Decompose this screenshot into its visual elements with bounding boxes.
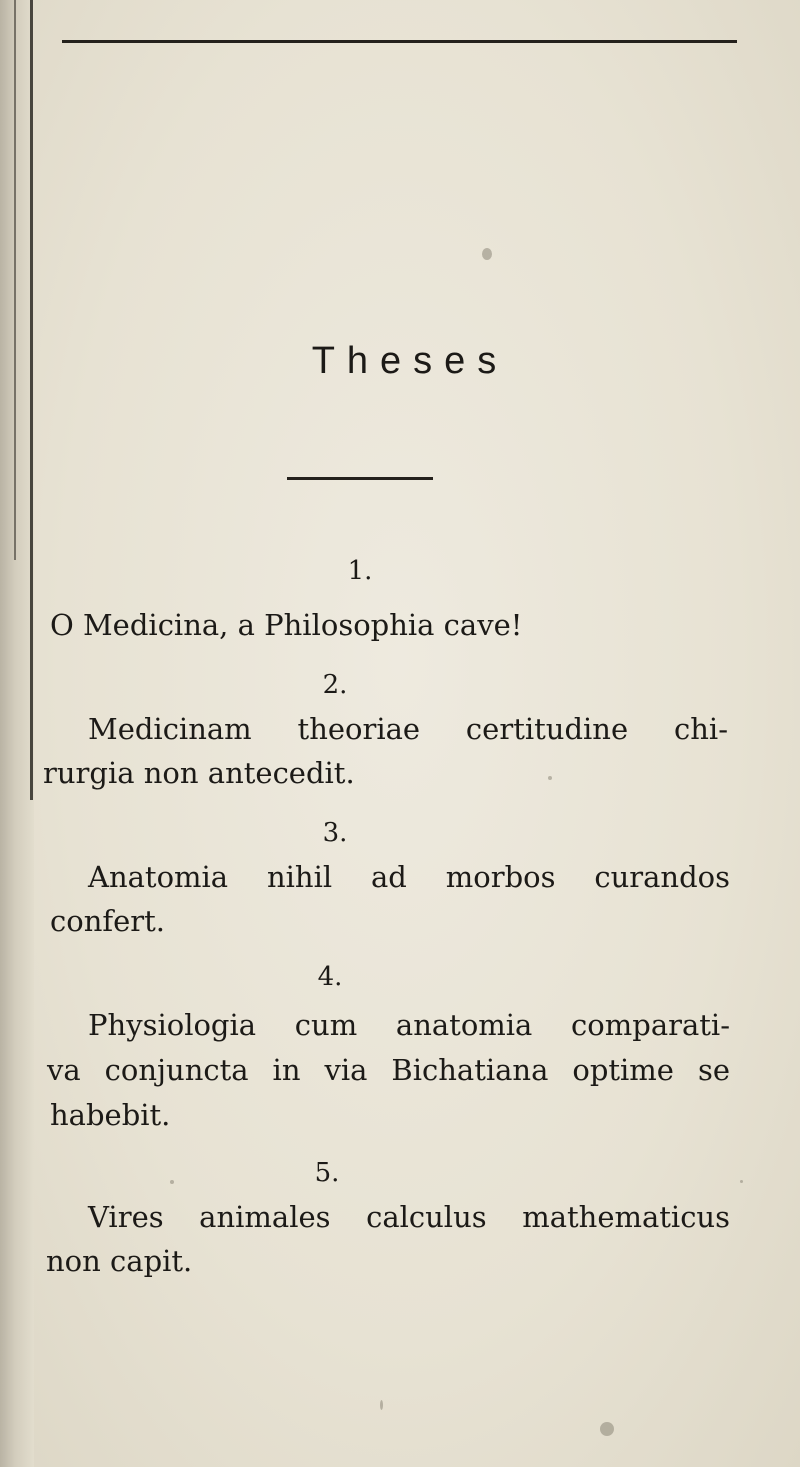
thesis-2-number: 2. — [322, 670, 348, 700]
paper-speck — [740, 1180, 743, 1183]
thesis-4-number: 4. — [317, 962, 343, 992]
thesis-5-line-1: Vires animales calculus mathematicus — [88, 1200, 730, 1234]
paper-speck — [482, 248, 492, 260]
thesis-3-line-2: confert. — [50, 904, 166, 938]
thesis-2-line-2: rurgia non antecedit. — [43, 756, 355, 790]
paper-speck — [380, 1400, 383, 1410]
paper-speck — [600, 1422, 614, 1436]
thesis-4-line-1: Physiologia cum anatomia comparati- — [88, 1008, 730, 1042]
page-title: Theses — [311, 340, 509, 382]
thesis-2-line-1: Medicinam theoriae certitudine chi- — [88, 712, 728, 746]
binding-gutter — [0, 0, 34, 1467]
paper-speck — [548, 776, 552, 780]
thesis-3-number: 3. — [322, 818, 348, 848]
gutter-inner-line — [14, 0, 16, 560]
top-rule — [62, 40, 737, 43]
thesis-1-line-1: O Medicina, a Philosophia cave! — [50, 608, 523, 642]
paper-speck — [170, 1180, 174, 1184]
gutter-edge-line — [30, 0, 33, 800]
thesis-5-line-2: non capit. — [46, 1244, 193, 1278]
thesis-4-line-3: habebit. — [50, 1098, 171, 1132]
thesis-4-line-2: va conjuncta in via Bichatiana optime se — [47, 1053, 730, 1087]
title-rule — [287, 477, 433, 480]
thesis-3-line-1: Anatomia nihil ad morbos curandos — [88, 860, 730, 894]
thesis-1-number: 1. — [347, 556, 373, 586]
thesis-5-number: 5. — [314, 1158, 340, 1188]
